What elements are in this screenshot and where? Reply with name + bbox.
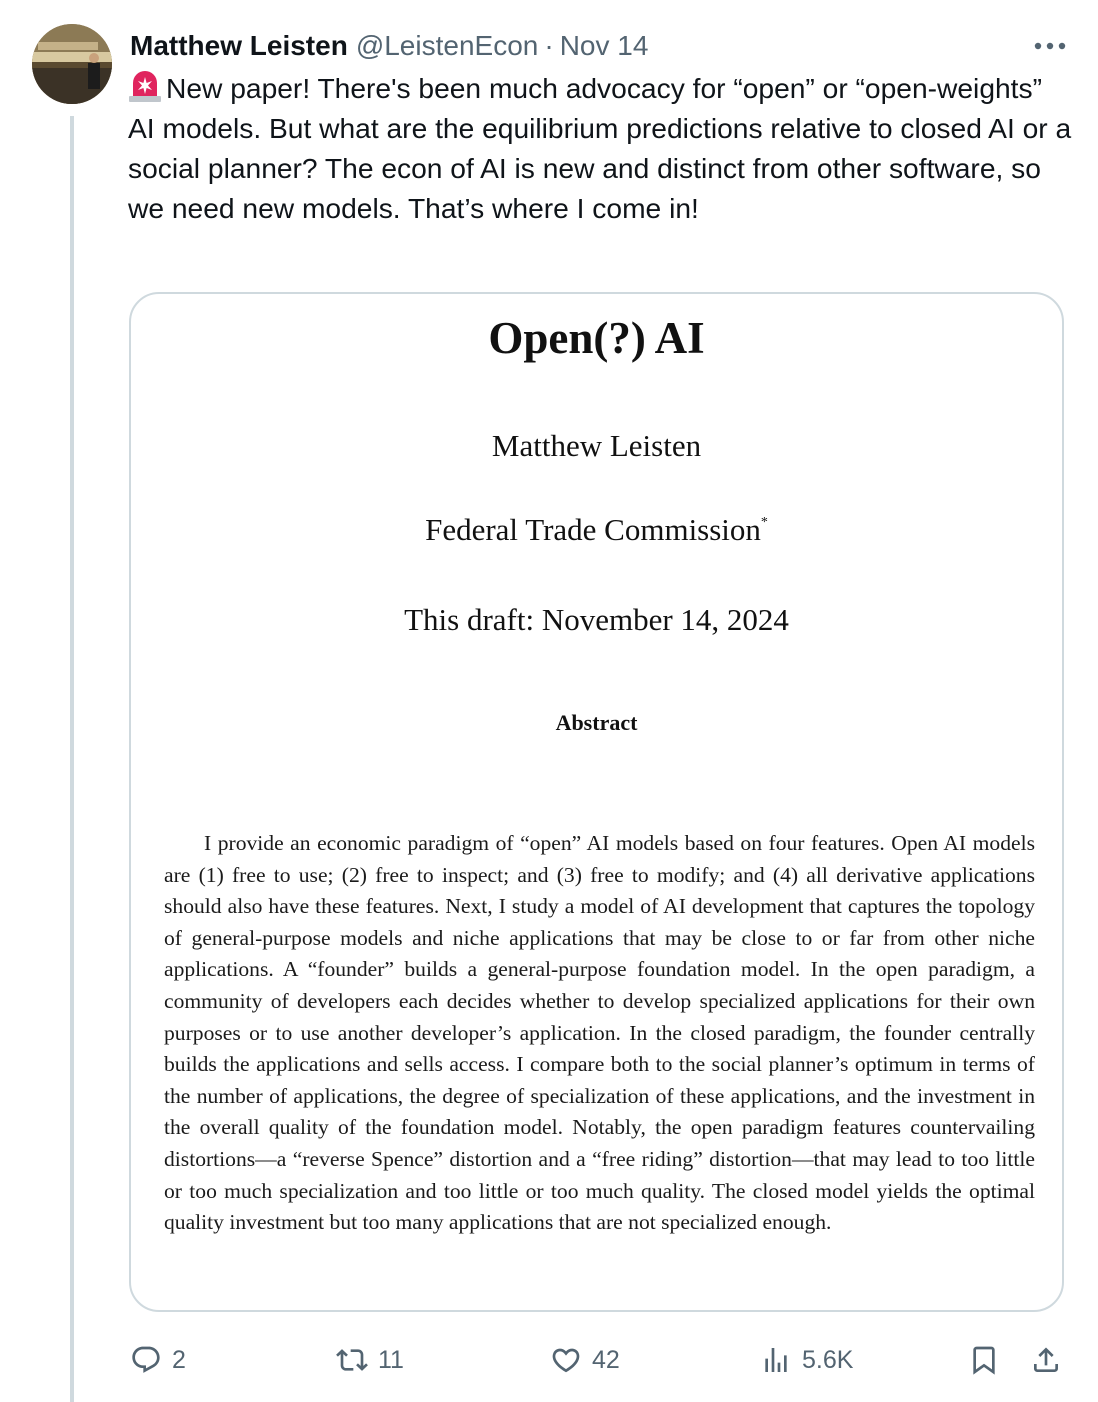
thread-line bbox=[70, 116, 74, 1402]
tweet-actions bbox=[128, 1338, 1068, 1382]
repost-count: 11 bbox=[378, 1345, 404, 1374]
tweet-body: New paper! There's been much advocacy for “open” or “open-weights” AI models. But what are the equilibrium predictions relative to closed AI or a social planner? The econ of AI is new and distinct from other software, so we need new models. That’s where I come in! bbox=[128, 72, 1072, 224]
police-light-emoji bbox=[128, 69, 162, 103]
paper-affiliation bbox=[131, 512, 1062, 548]
views-count: 5.6K bbox=[802, 1345, 854, 1374]
author-name[interactable]: Matthew Leisten bbox=[130, 30, 348, 61]
paper-image-card[interactable] bbox=[129, 292, 1064, 1312]
abstract-heading: Abstract bbox=[555, 710, 638, 735]
tweet-text bbox=[128, 68, 1073, 228]
reply-button[interactable] bbox=[130, 1338, 186, 1382]
avatar[interactable] bbox=[32, 24, 112, 104]
like-count: 42 bbox=[592, 1345, 620, 1374]
abstract-text: I provide an economic paradigm of “open” AI models based on four features. Open AI models are (1) free to use; (2) free to inspect; and (3) free to modify; and (4) all derivative applications should also have these features. Next, I study a model of AI development that captures the topology of general-purpose models and niche applications that may be close to or far from other niche applications. A “founder” builds a general-purpose foundation model. In the open paradigm, a community of developers each decides whether to develop specialized applications for their own purposes or to use another developer’s application. In the closed paradigm, the founder centrally builds the applications and sells access. I compare both to the social planner’s optimum in terms of the number of applications, the degree of specialization of these applications, and the investment in the overall quality of the foundation model. Notably, the open paradigm features countervailing distortions—a “reverse Spence” distortion and a “free riding” distortion—that may lead to too little or too much specialization and too little or too much quality. The closed model yields the optimal quality investment but too many applications that are not specialized enough. bbox=[164, 831, 1035, 1235]
tweet-date[interactable]: Nov 14 bbox=[559, 30, 649, 61]
views-icon bbox=[760, 1344, 792, 1376]
affiliation-text: Federal Trade Commission bbox=[425, 512, 761, 547]
share-button[interactable] bbox=[1030, 1338, 1062, 1382]
like-button[interactable] bbox=[550, 1338, 620, 1382]
reply-count: 2 bbox=[172, 1345, 186, 1374]
tweet-header bbox=[130, 28, 1066, 64]
bookmark-icon bbox=[968, 1344, 1000, 1376]
share-icon bbox=[1030, 1344, 1062, 1376]
paper-title: Open(?) AI bbox=[488, 313, 705, 363]
like-icon bbox=[550, 1344, 582, 1376]
bookmark-button[interactable] bbox=[968, 1338, 1000, 1382]
repost-button[interactable] bbox=[336, 1338, 404, 1382]
views-button[interactable] bbox=[760, 1338, 853, 1382]
reply-icon bbox=[130, 1344, 162, 1376]
author-handle[interactable]: @LeistenEcon bbox=[355, 30, 539, 61]
separator-dot: · bbox=[544, 30, 554, 61]
repost-icon bbox=[336, 1344, 368, 1376]
paper-author: Matthew Leisten bbox=[491, 428, 702, 463]
more-icon[interactable] bbox=[1030, 26, 1070, 66]
paper-draft-date: This draft: November 14, 2024 bbox=[404, 602, 789, 637]
affiliation-footnote-mark: * bbox=[760, 515, 768, 530]
